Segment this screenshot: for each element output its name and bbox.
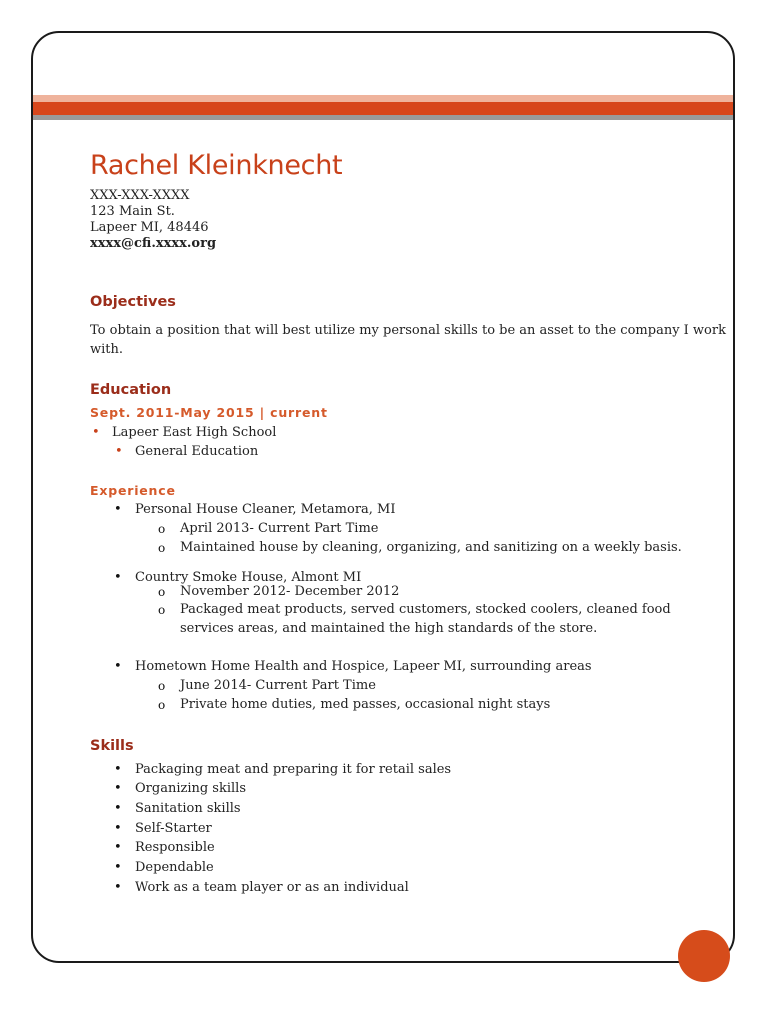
skill-item: • Self-Starter (135, 820, 212, 838)
job-detail: o April 2013- Current Part Time (180, 520, 379, 538)
job-detail-continued: services areas, and maintained the high standards of the store. (180, 621, 598, 636)
experience-heading: Experience (90, 483, 176, 498)
skill-item: • Dependable (135, 859, 214, 877)
education-program: • General Education (135, 443, 258, 461)
contact-block (90, 188, 216, 252)
address-line-1: 123 Main St. (90, 204, 175, 219)
job-detail: o Private home duties, med passes, occasional night stays (180, 696, 550, 714)
education-school: • Lapeer East High School (112, 424, 276, 442)
objectives-text-line-2: with. (90, 342, 124, 357)
email-text: xxxx@cfi.xxxx.org (90, 236, 217, 251)
phone-text: XXX-XXX-XXXX (90, 188, 190, 203)
education-heading: Education (90, 382, 172, 398)
address-line-2: Lapeer MI, 48446 (90, 220, 209, 235)
skill-item: • Sanitation skills (135, 800, 241, 818)
job-detail: o June 2014- Current Part Time (180, 677, 376, 695)
skill-item: • Packaging meat and preparing it for retail sales (135, 761, 451, 779)
job-detail: o Packaged meat products, served customers, stocked coolers, cleaned food (180, 601, 671, 619)
skill-item: • Work as a team player or as an individual (135, 879, 409, 897)
header-band-accent (33, 102, 733, 115)
job-detail: o November 2012- December 2012 (180, 583, 399, 601)
decorative-circle (678, 930, 730, 982)
header-band-gray (33, 115, 733, 120)
skill-item: • Responsible (135, 839, 215, 857)
header-band-light (33, 95, 733, 102)
skill-item: • Organizing skills (135, 780, 246, 798)
objectives-heading: Objectives (90, 294, 176, 310)
job-detail: o Maintained house by cleaning, organizing, and sanitizing on a weekly basis. (180, 539, 682, 557)
skills-heading: Skills (90, 738, 134, 754)
resume-name: Rachel Kleinknecht (90, 150, 343, 181)
objectives-text-line-1: To obtain a position that will best utilize my personal skills to be an asset to the company I work (90, 323, 726, 338)
job-title: • Country Smoke House, Almont MI (135, 569, 361, 587)
job-title: • Hometown Home Health and Hospice, Lapeer MI, surrounding areas (135, 658, 592, 676)
job-title: • Personal House Cleaner, Metamora, MI (135, 501, 396, 519)
education-dates: Sept. 2011-May 2015 | current (90, 405, 328, 420)
